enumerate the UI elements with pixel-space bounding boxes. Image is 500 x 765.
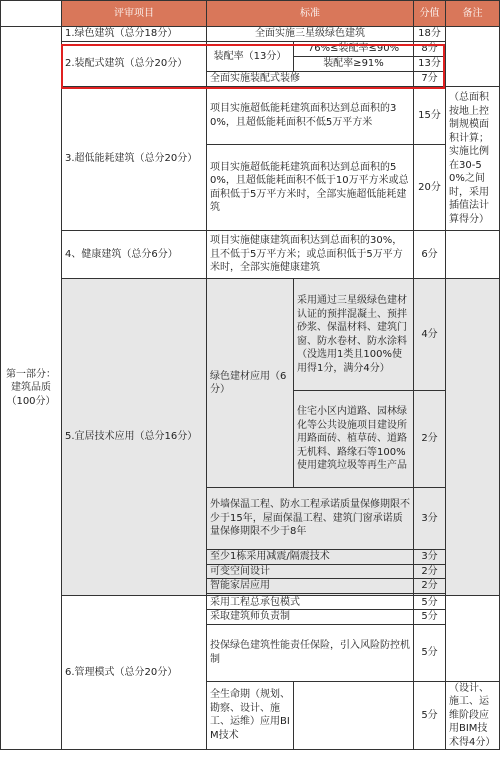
header-blank	[1, 1, 62, 27]
lowenergy-note: （总面积按地上控制规模面积计算；实施比例在30-50%之间时，采用插值法计算得分）	[446, 87, 500, 231]
prefab-rate-1: 76%≤装配率≤90%	[294, 42, 414, 57]
part-label: 第一部分：建筑品质（100分）	[1, 27, 62, 750]
livable-damping-score: 3分	[414, 550, 446, 565]
livable-note	[446, 279, 500, 596]
management-4: 全生命期（规划、勘察、设计、施工、运维）应用BIM技术	[207, 681, 294, 750]
note-blank-top	[446, 27, 500, 87]
management-4-blank	[294, 681, 414, 750]
green-item: 1.绿色建筑（总分18分）	[62, 27, 207, 42]
prefab-score-2: 13分	[414, 57, 446, 72]
livable-smart: 智能家居应用	[207, 579, 414, 594]
header-note: 备注	[446, 1, 500, 27]
health-standard: 项目实施健康建筑面积达到总面积的30%，且不低于5万平方米；或总面积低于5万平方米时，全部实施健康建筑	[207, 231, 414, 279]
livable-material-1-score: 4分	[414, 279, 446, 391]
livable-warranty: 外墙保温工程、防水工程承诺质量保修期限不少于15年，屋面保温工程、建筑门窗承诺质量保修期限不少于8年	[207, 488, 414, 550]
row-livable-1	[1, 279, 500, 391]
prefab-rate-2: 装配率≥91%	[294, 57, 414, 72]
green-standard: 全面实施三星级绿色建筑	[207, 27, 414, 42]
management-3: 投保绿色建筑性能责任保险，引入风险防控机制	[207, 624, 414, 681]
livable-material-label: 绿色建材应用（6分）	[207, 279, 294, 488]
management-4-note: （设计、施工、运维阶段应用BIM技术得4分）	[446, 681, 500, 750]
livable-flexible-score: 2分	[414, 564, 446, 579]
management-note-blank	[446, 595, 500, 681]
lowenergy-std-1: 项目实施超低能耗建筑面积达到总面积的30%，且超低能耗面积不低5万平方米	[207, 87, 414, 145]
row-health	[1, 231, 500, 279]
management-item: 6.管理模式（总分20分）	[62, 595, 207, 750]
prefab-score-1: 8分	[414, 42, 446, 57]
livable-item: 5.宜居技术应用（总分16分）	[62, 279, 207, 596]
header-standard: 标准	[207, 1, 414, 27]
management-3-score: 5分	[414, 624, 446, 681]
health-item: 4、健康建筑（总分6分）	[62, 231, 207, 279]
row-management-1	[1, 595, 500, 610]
livable-material-2: 住宅小区内道路、园林绿化等公共设施项目建设所用路面砖、植草砖、道路无机料、路缘石等100%使用建筑垃圾等再生产品	[294, 391, 414, 488]
lowenergy-score-1: 15分	[414, 87, 446, 145]
row-prefab-1	[1, 42, 500, 57]
row-lowenergy-1	[1, 87, 500, 145]
livable-material-2-score: 2分	[414, 391, 446, 488]
management-2: 采取建筑师负责制	[207, 610, 414, 625]
header-item: 评审项目	[62, 1, 207, 27]
livable-damping: 至少1栋采用减震/隔震技术	[207, 550, 414, 565]
livable-flexible: 可变空间设计	[207, 564, 414, 579]
prefab-item: 2.装配式建筑（总分20分）	[62, 42, 207, 87]
green-score: 18分	[414, 27, 446, 42]
header-score: 分值	[414, 1, 446, 27]
prefab-rate-label: 装配率（13分）	[207, 42, 294, 72]
management-4-score: 5分	[414, 681, 446, 750]
lowenergy-std-2: 项目实施超低能耗建筑面积达到总面积的50%，且超低能耗面积不低于10万平方米或总面积低于5万平方米时，全部实施超低能耗建筑	[207, 145, 414, 231]
lowenergy-score-2: 20分	[414, 145, 446, 231]
management-2-score: 5分	[414, 610, 446, 625]
header-row	[1, 1, 500, 27]
lowenergy-item: 3.超低能耗建筑（总分20分）	[62, 87, 207, 231]
health-score: 6分	[414, 231, 446, 279]
livable-smart-score: 2分	[414, 579, 446, 594]
prefab-score-3: 7分	[414, 72, 446, 87]
prefab-fitout: 全面实施装配式装修	[207, 72, 414, 87]
management-1: 采用工程总承包模式	[207, 595, 414, 610]
row-green	[1, 27, 500, 42]
livable-material-1: 采用通过三星级绿色建材认证的预拌混凝土、预拌砂浆、保温材料、建筑门窗、防水卷材、防水涂料（没选用1类且100%使用得1分，满分4分）	[294, 279, 414, 391]
livable-warranty-score: 3分	[414, 488, 446, 550]
management-1-score: 5分	[414, 595, 446, 610]
health-note	[446, 231, 500, 279]
